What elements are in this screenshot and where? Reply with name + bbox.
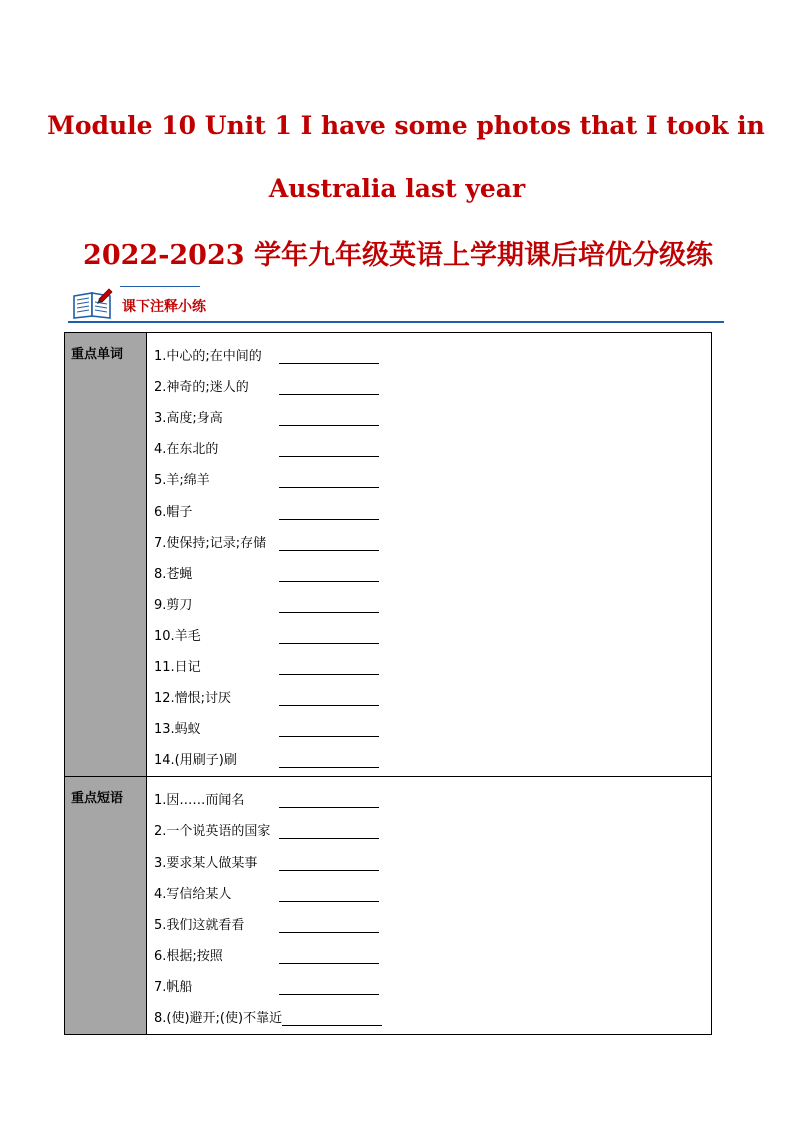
list-item: [154, 432, 711, 463]
answer-blank[interactable]: [279, 982, 379, 995]
answer-blank[interactable]: [279, 382, 379, 395]
section-rule: [68, 321, 724, 323]
list-item: [154, 526, 711, 557]
answer-blank[interactable]: [279, 569, 379, 582]
item-prompt: 11.日记: [154, 659, 201, 675]
section-header: [68, 281, 724, 325]
title-line-3: 2022-2023 学年九年级英语上学期课后培优分级练: [83, 240, 713, 271]
item-prompt: 4.在东北的: [154, 442, 219, 458]
item-prompt: 1.中心的;在中间的: [154, 349, 262, 365]
answer-blank[interactable]: [279, 444, 379, 457]
answer-blank[interactable]: [279, 693, 379, 706]
answer-blank[interactable]: [279, 351, 379, 364]
answer-blank[interactable]: [279, 951, 379, 964]
answer-blank[interactable]: [279, 507, 379, 520]
item-prompt: 3.高度;身高: [154, 411, 223, 427]
category-label: 重点单词: [65, 333, 147, 777]
list-item: [154, 650, 711, 681]
list-item: [154, 588, 711, 619]
list-item: [154, 783, 711, 814]
list-item: [154, 370, 711, 401]
answer-blank[interactable]: [279, 413, 379, 426]
answer-blank[interactable]: [279, 631, 379, 644]
answer-blank[interactable]: [279, 662, 379, 675]
item-prompt: 1.因……而闻名: [154, 793, 245, 809]
answer-blank[interactable]: [279, 755, 379, 768]
answer-blank[interactable]: [279, 538, 379, 551]
item-prompt: 10.羊毛: [154, 628, 201, 644]
group-row-phrases: [65, 777, 712, 1035]
list-item: [154, 494, 711, 525]
answer-blank[interactable]: [279, 920, 379, 933]
section-label: 课下注释小练: [122, 299, 206, 315]
item-prompt: 6.帽子: [154, 504, 193, 520]
list-item: [154, 743, 711, 774]
list-item: [154, 877, 711, 908]
list-item: [154, 712, 711, 743]
list-item: [154, 814, 711, 845]
list-item: [154, 681, 711, 712]
item-prompt: 7.帆船: [154, 979, 193, 995]
exercise-table: [64, 332, 712, 1035]
item-prompt: 8.苍蝇: [154, 566, 193, 582]
group-row-words: [65, 333, 712, 777]
answer-blank[interactable]: [279, 826, 379, 839]
section-short-rule: [120, 286, 200, 287]
item-prompt: 5.我们这就看看: [154, 917, 245, 933]
book-pen-icon: [71, 287, 115, 319]
list-item: [154, 970, 711, 1001]
item-prompt: 2.神奇的;迷人的: [154, 380, 249, 396]
item-prompt: 13.蚂蚁: [154, 722, 201, 738]
list-item: [154, 463, 711, 494]
item-prompt: 6.根据;按照: [154, 948, 223, 964]
list-item: [154, 557, 711, 588]
item-prompt: 2.一个说英语的国家: [154, 824, 271, 840]
answer-blank[interactable]: [279, 600, 379, 613]
list-item: [154, 939, 711, 970]
item-prompt: 14.(用刷子)刷: [154, 753, 237, 769]
list-item: [154, 908, 711, 939]
item-prompt: 8.(使)避开;(使)不靠近: [154, 1011, 283, 1027]
item-prompt: 3.要求某人做某事: [154, 855, 258, 871]
list-item: [154, 619, 711, 650]
answer-blank[interactable]: [279, 795, 379, 808]
category-label: 重点短语: [65, 777, 147, 1035]
title-line-2: Australia last year: [268, 174, 526, 203]
answer-blank[interactable]: [279, 858, 379, 871]
item-prompt: 5.羊;绵羊: [154, 473, 210, 489]
item-prompt: 4.写信给某人: [154, 886, 232, 902]
list-item: [154, 339, 711, 370]
answer-blank[interactable]: [279, 724, 379, 737]
item-list: [147, 333, 712, 777]
item-prompt: 12.憎恨;讨厌: [154, 691, 232, 707]
answer-blank[interactable]: [279, 475, 379, 488]
list-item: [154, 846, 711, 877]
item-prompt: 7.使保持;记录;存储: [154, 535, 267, 551]
list-item: [154, 401, 711, 432]
answer-blank[interactable]: [282, 1013, 382, 1026]
item-list: [147, 777, 712, 1035]
answer-blank[interactable]: [279, 889, 379, 902]
list-item: [154, 1001, 711, 1032]
item-prompt: 9.剪刀: [154, 597, 193, 613]
title-line-1: Module 10 Unit 1 I have some photos that I took in: [47, 111, 765, 140]
